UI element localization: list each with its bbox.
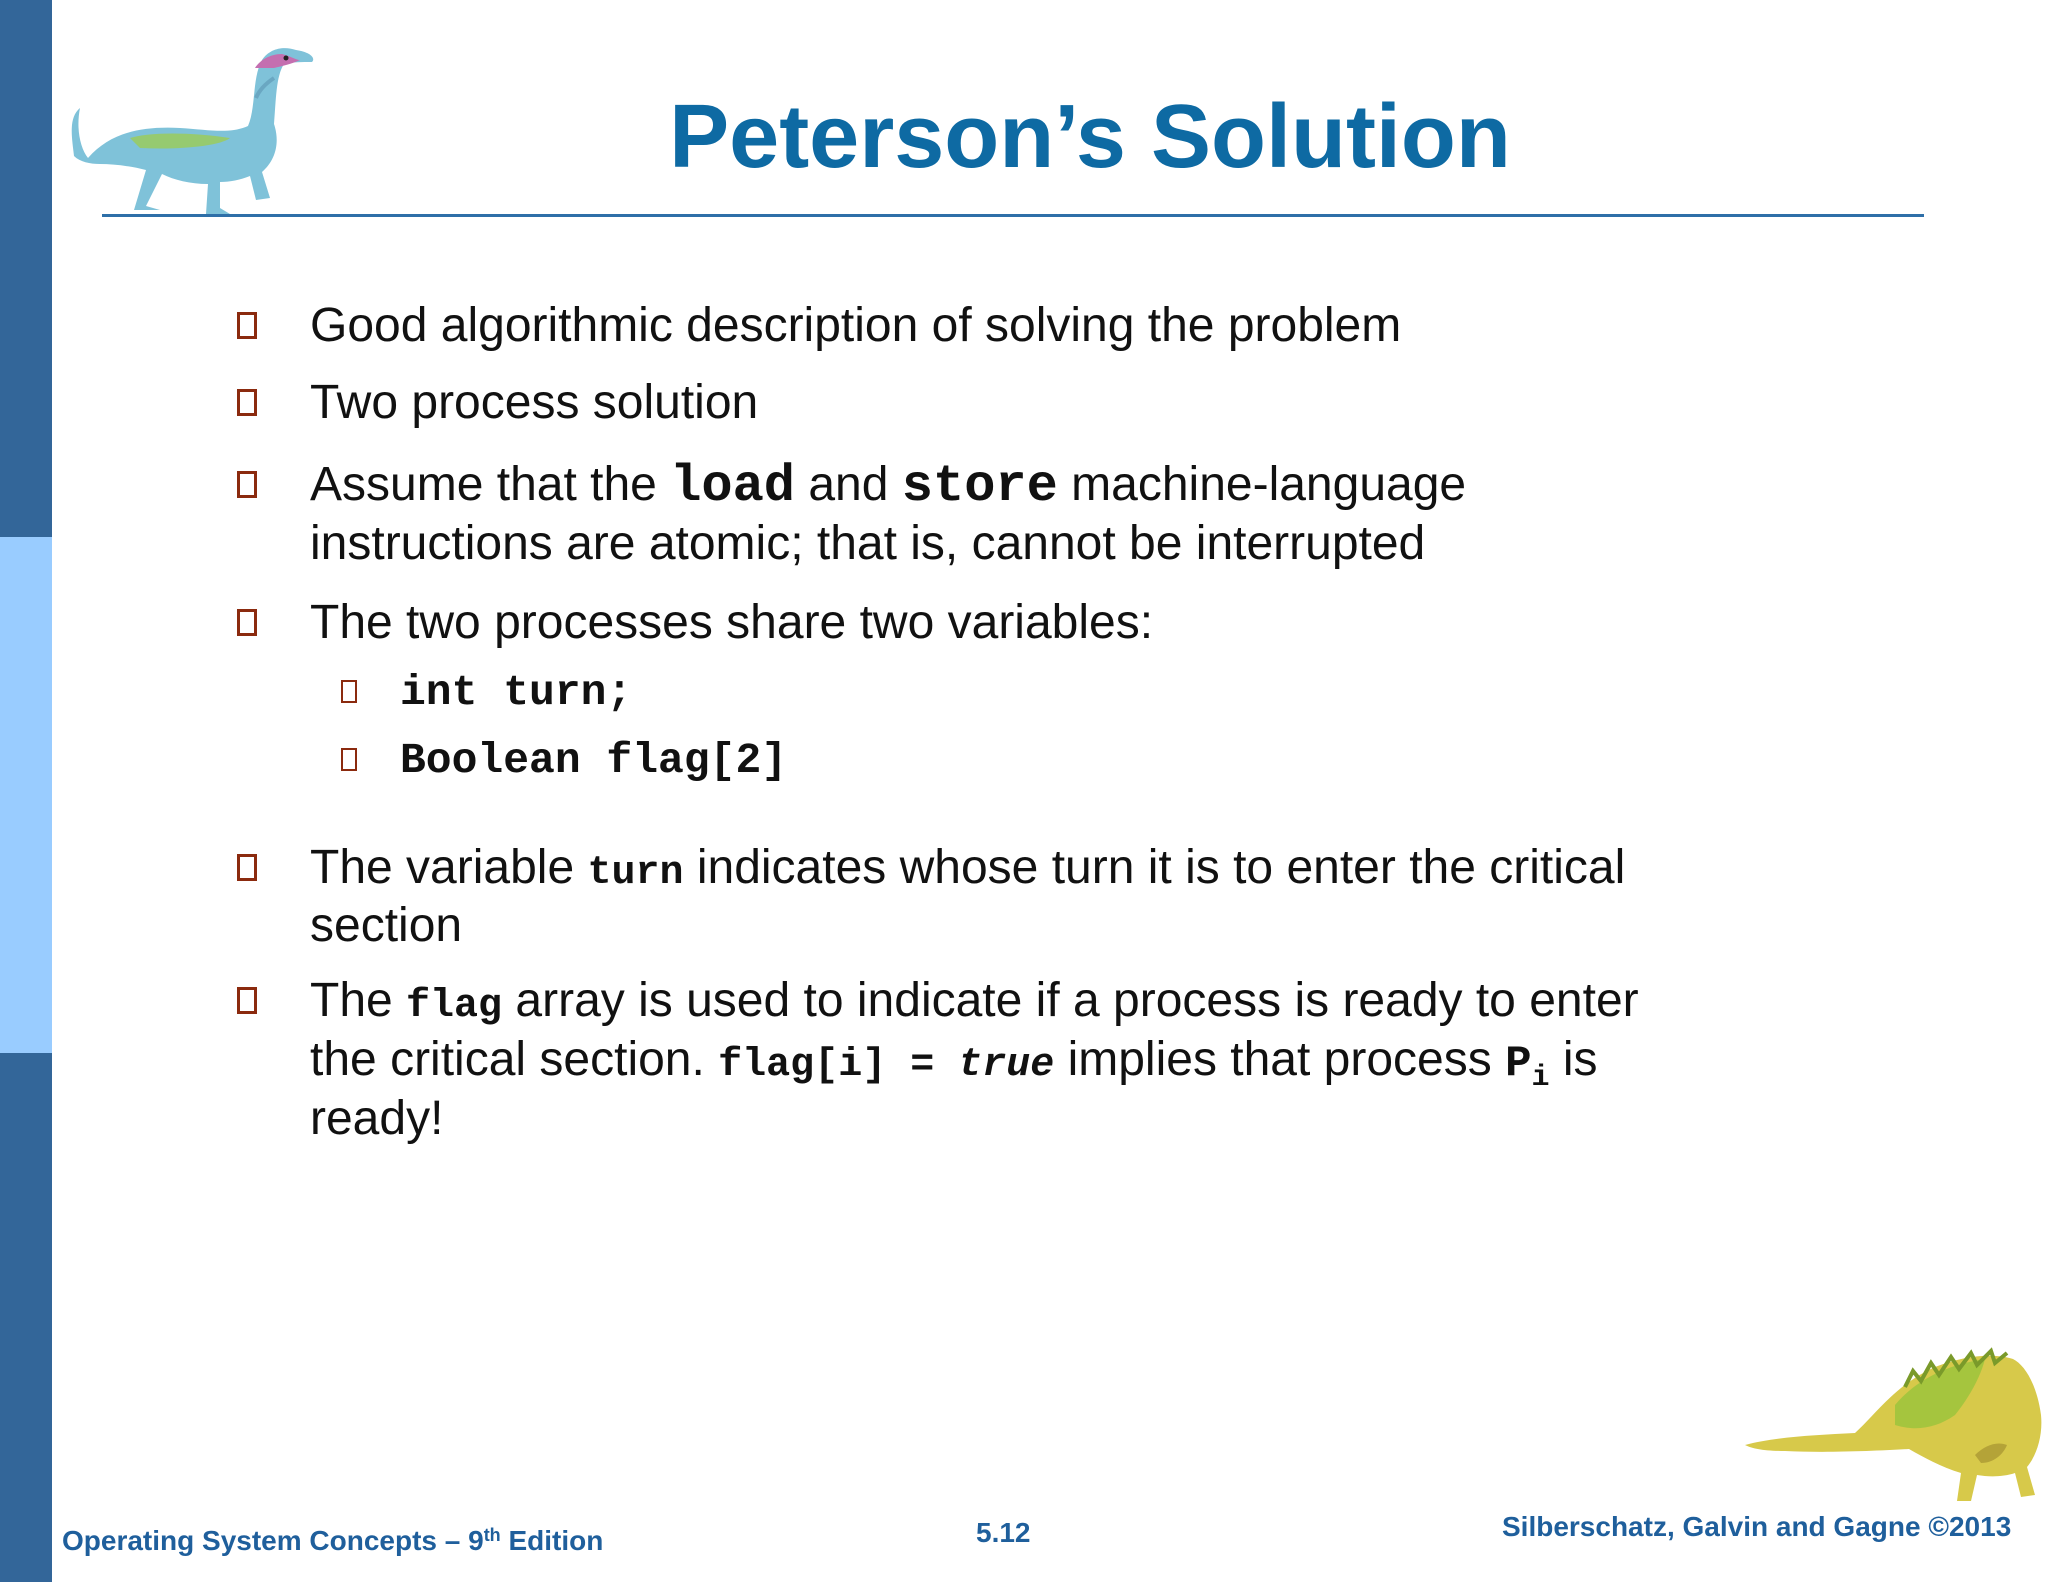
sidebar-bottom-segment [0, 1053, 52, 1582]
sub-bullet-code: Boolean flag[2] [400, 736, 788, 785]
bullet-marker [237, 312, 257, 339]
footer-book-title: Operating System Concepts – 9th Edition [62, 1525, 604, 1556]
dinosaur-bottom-right-icon [1745, 1345, 2045, 1510]
code-flag: flag [406, 984, 503, 1029]
bullet-text: Assume that the load and store machine-language [310, 457, 1467, 516]
footer-copyright: Silberschatz, Galvin and Gagne ©2013 [1502, 1511, 2012, 1542]
dinosaur-top-left-icon [70, 38, 320, 218]
code-load: load [670, 457, 796, 516]
code-true: true [958, 1043, 1055, 1088]
bullet-text-continued: instructions are atomic; that is, cannot be interrupted [310, 517, 1426, 570]
process-subscript: i [1531, 1061, 1550, 1095]
sidebar-bar [0, 0, 52, 1582]
code-flag-i: flag[i] = [718, 1043, 959, 1088]
bullet-marker [237, 854, 257, 881]
sub-bullet-marker [341, 680, 357, 703]
bullet-text: The two processes share two variables: [310, 596, 1154, 649]
bullet-text-continued: ready! [310, 1092, 444, 1145]
bullet-text: The flag array is used to indicate if a process is ready to enter [310, 974, 1639, 1029]
bullet-text: Two process solution [310, 376, 759, 429]
footer-page-number: 5.12 [976, 1517, 1031, 1548]
code-store: store [901, 457, 1058, 516]
bullet-marker [237, 471, 257, 498]
sidebar-middle-segment [0, 537, 52, 1053]
sidebar-top-segment [0, 0, 52, 537]
bullet-marker [237, 987, 257, 1014]
bullet-text-continued: the critical section. flag[i] = true implies that process $P_i$ is [310, 1033, 1598, 1095]
bullet-marker [237, 609, 257, 636]
process-p: P [1505, 1039, 1532, 1089]
bullet-text: The variable turn indicates whose turn it is to enter the critical [310, 841, 1626, 896]
sub-bullet-code: int turn; [400, 668, 633, 717]
sub-bullet-marker [341, 748, 357, 771]
title-divider [102, 214, 1924, 217]
slide-title: Peterson’s Solution [669, 87, 1511, 187]
bullet-text-continued: section [310, 899, 463, 952]
bullet-text: Good algorithmic description of solving the problem [310, 299, 1402, 352]
bullet-marker [237, 389, 257, 416]
code-turn: turn [587, 851, 684, 896]
